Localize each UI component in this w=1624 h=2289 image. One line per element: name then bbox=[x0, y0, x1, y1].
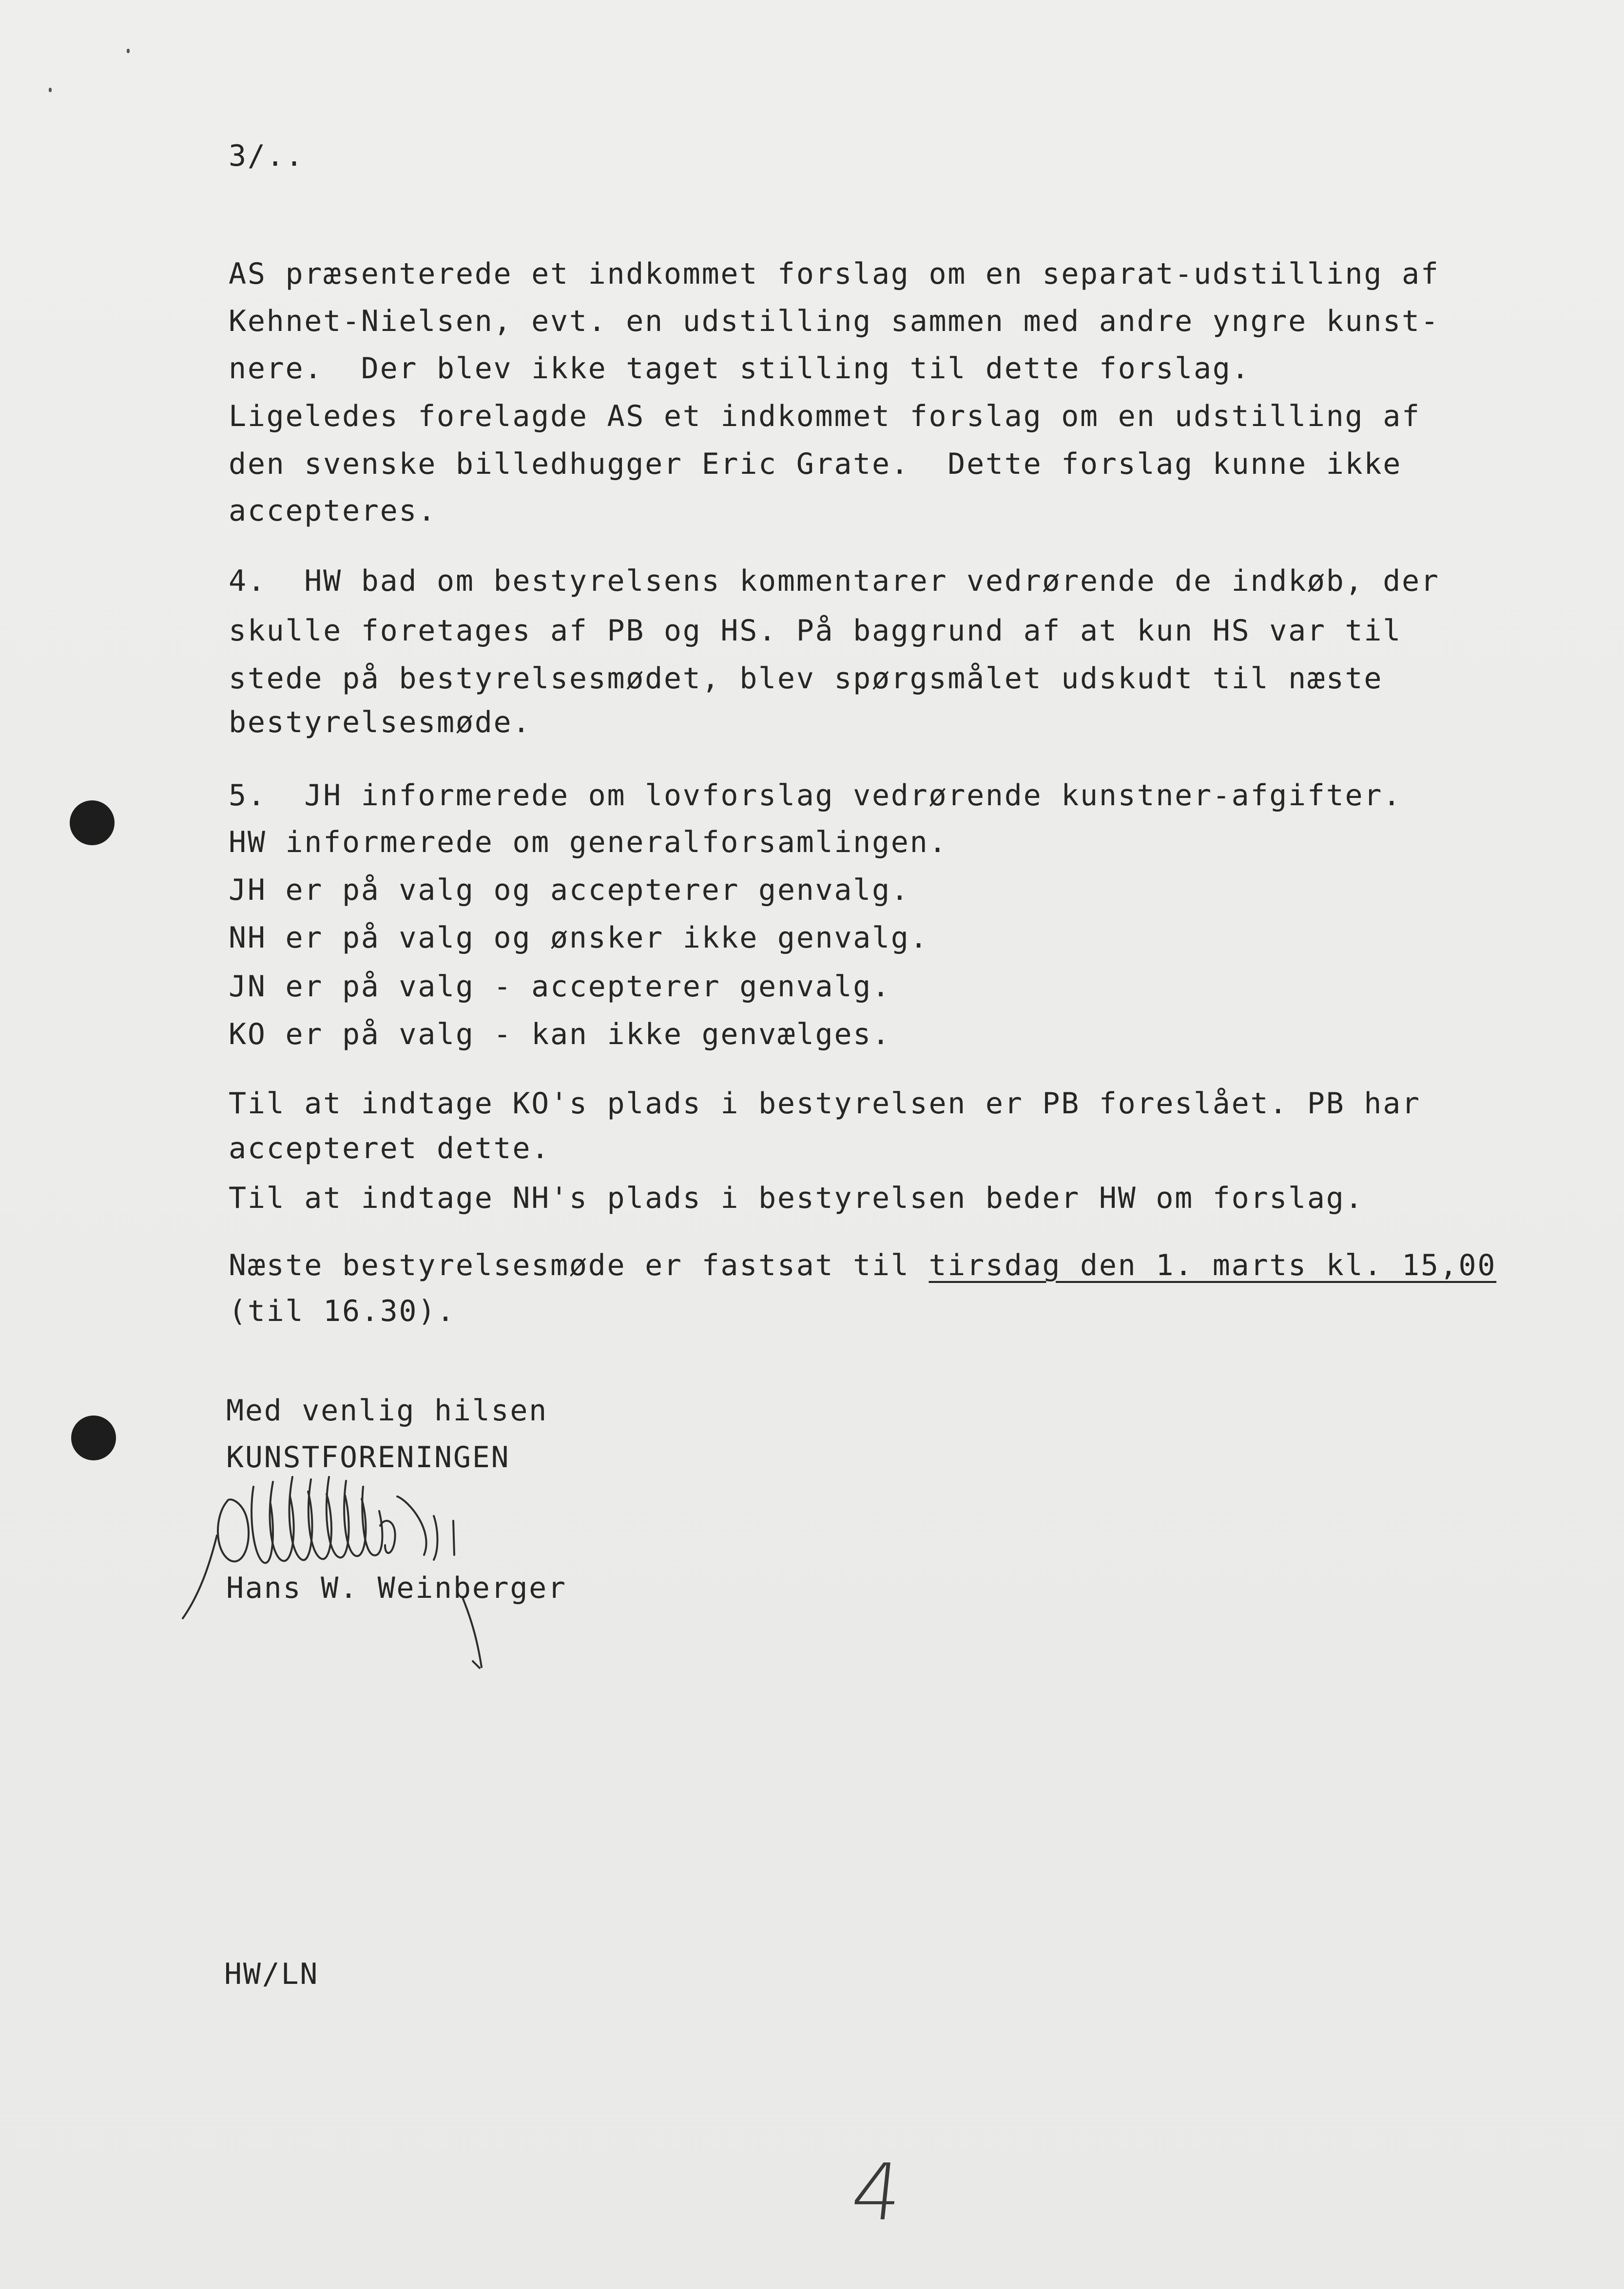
next-meeting-prefix: Næste bestyrelsesmøde er fastsat til bbox=[229, 1248, 929, 1282]
paragraph-line: NH er på valg og ønsker ikke genvalg. bbox=[229, 921, 929, 955]
signatory-name: Hans W. Weinberger bbox=[226, 1571, 567, 1605]
paragraph-line: nere. Der blev ikke taget stilling til dette forslag. bbox=[229, 351, 1251, 386]
typist-reference: HW/LN bbox=[224, 1957, 319, 1991]
paragraph-line: Kehnet-Nielsen, evt. en udstilling sammen med andre yngre kunst- bbox=[229, 304, 1440, 338]
paragraph-line: 4. HW bad om bestyrelsens kommentarer vedrørende de indkøb, der bbox=[229, 564, 1440, 598]
paragraph-line: Ligeledes forelagde AS et indkommet forslag om en udstilling af bbox=[229, 399, 1421, 433]
paragraph-line: 5. JH informerede om lovforslag vedrørende kunstner-afgifter. bbox=[229, 778, 1402, 813]
paper-speck bbox=[127, 49, 130, 53]
paragraph-line: stede på bestyrelsesmødet, blev spørgsmålet udskudt til næste bbox=[229, 661, 1383, 696]
page-reference: 3/.. bbox=[229, 139, 305, 173]
punch-hole-lower bbox=[71, 1416, 116, 1460]
next-meeting-time-note: (til 16.30). bbox=[229, 1294, 456, 1328]
paragraph-line: AS præsenterede et indkommet forslag om en separat-udstilling af bbox=[229, 257, 1440, 291]
paragraph-line: JN er på valg - accepterer genvalg. bbox=[229, 970, 891, 1004]
closing-greeting: Med venlig hilsen bbox=[226, 1394, 548, 1428]
paragraph-line: Til at indtage KO's plads i bestyrelsen er PB foreslået. PB har bbox=[229, 1086, 1421, 1121]
paragraph-line: bestyrelsesmøde. bbox=[229, 705, 532, 739]
paragraph-line: accepteret dette. bbox=[229, 1131, 550, 1165]
next-meeting-line bbox=[229, 1248, 1497, 1282]
next-meeting-date: tirsdag den 1. marts kl. 15,00 bbox=[928, 1248, 1497, 1282]
paragraph-line: HW informerede om generalforsamlingen. bbox=[229, 825, 948, 859]
paragraph-line: accepteres. bbox=[229, 494, 437, 528]
handwritten-page-number: 4 bbox=[847, 2147, 907, 2238]
paragraph-line: JH er på valg og accepterer genvalg. bbox=[229, 873, 910, 907]
paragraph-line: Til at indtage NH's plads i bestyrelsen beder HW om forslag. bbox=[229, 1181, 1364, 1215]
paragraph-line: den svenske billedhugger Eric Grate. Dette forslag kunne ikke bbox=[229, 447, 1402, 481]
paragraph-line: skulle foretages af PB og HS. På baggrund af at kun HS var til bbox=[229, 614, 1402, 648]
punch-hole-upper bbox=[70, 800, 115, 845]
paper-speck bbox=[49, 88, 52, 92]
paragraph-line: KO er på valg - kan ikke genvælges. bbox=[229, 1017, 891, 1051]
closing-organization: KUNSTFORENINGEN bbox=[226, 1440, 510, 1474]
